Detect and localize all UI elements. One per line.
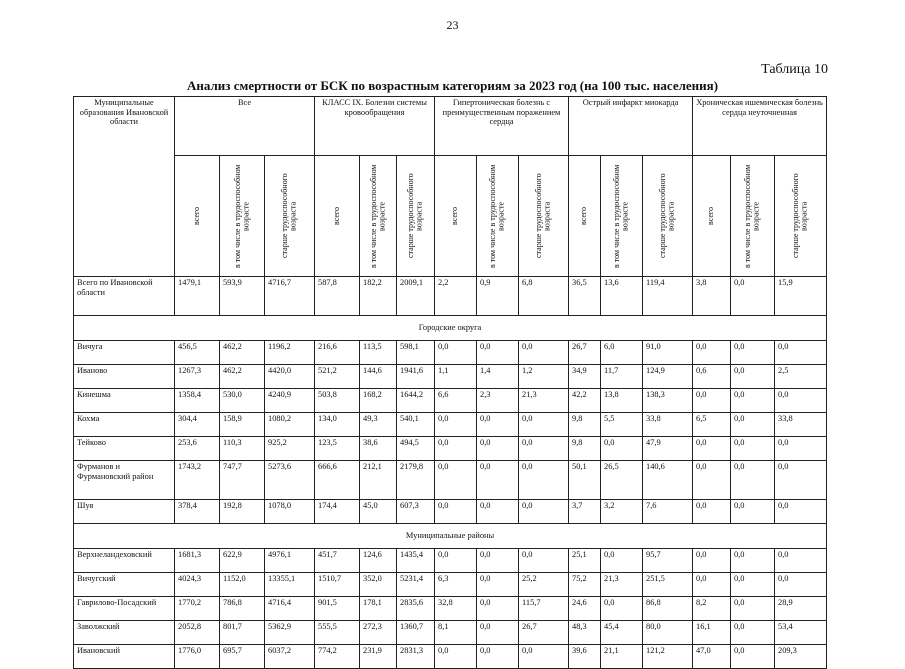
table-cell: 9,8 (569, 413, 601, 437)
header-municipality: Муниципальные образования Ивановской области (74, 97, 175, 277)
subcolumn-header (220, 156, 265, 277)
table-cell: 0,0 (731, 437, 775, 461)
table-cell: 0,0 (435, 549, 477, 573)
section-title: Городские округа (74, 316, 827, 341)
table-cell: 34,9 (569, 365, 601, 389)
table-cell: 1,4 (477, 365, 519, 389)
table-cell: 695,7 (220, 645, 265, 669)
table-cell: 15,9 (775, 277, 827, 316)
subcolumn-header-label: в том числе в трудоспособном возрасте (743, 164, 761, 268)
subcolumn-header-label: старше трудоспособного возраста (658, 173, 676, 259)
table-cell: 192,8 (220, 500, 265, 524)
table-cell: 4420,0 (265, 365, 315, 389)
table-cell: 462,2 (220, 341, 265, 365)
table-cell: 0,0 (519, 645, 569, 669)
table-cell: 0,0 (477, 341, 519, 365)
table-cell: 0,0 (601, 437, 643, 461)
table-label: Таблица 10 (761, 62, 828, 77)
table-cell: 0,0 (693, 573, 731, 597)
table-cell: 0,0 (601, 597, 643, 621)
table-cell: 0,0 (519, 437, 569, 461)
table-cell: 0,0 (775, 341, 827, 365)
table-cell: 121,2 (643, 645, 693, 669)
table-cell: 901,5 (315, 597, 360, 621)
table-cell: 5273,6 (265, 461, 315, 500)
table-cell: 774,2 (315, 645, 360, 669)
table-cell: 174,4 (315, 500, 360, 524)
table-cell: 304,4 (175, 413, 220, 437)
table-cell: 0,0 (731, 597, 775, 621)
table-cell: 6,3 (435, 573, 477, 597)
table-cell: 0,0 (477, 621, 519, 645)
subcolumn-header-label: старше трудоспособного возраста (791, 173, 809, 259)
table-cell: 801,7 (220, 621, 265, 645)
subcolumn-header-label: в том числе в трудоспособном возрасте (612, 164, 630, 268)
table-cell: 28,9 (775, 597, 827, 621)
table-cell: 2009,1 (397, 277, 435, 316)
table-cell: 115,7 (519, 597, 569, 621)
table-cell: 47,0 (693, 645, 731, 669)
section-title: Муниципальные районы (74, 524, 827, 549)
table-title: Анализ смертности от БСК по возрастным категориям за 2023 год (на 100 тыс. населения) (186, 78, 719, 93)
subcolumn-header (435, 156, 477, 277)
table-cell: 1776,0 (175, 645, 220, 669)
table-cell: 6,8 (519, 277, 569, 316)
municipality-name: Верхнеландеховский (74, 549, 175, 573)
subcolumn-header-label: в том числе в трудоспособном возрасте (232, 164, 250, 268)
table-cell: 50,1 (569, 461, 601, 500)
table-cell: 0,0 (775, 500, 827, 524)
table-cell: 251,5 (643, 573, 693, 597)
table-cell: 53,4 (775, 621, 827, 645)
table-row (74, 621, 827, 645)
table-cell: 2052,8 (175, 621, 220, 645)
table-cell: 4716,4 (265, 597, 315, 621)
table-body (74, 277, 827, 669)
table-cell: 49,3 (360, 413, 397, 437)
table-cell: 555,5 (315, 621, 360, 645)
table-cell: 124,6 (360, 549, 397, 573)
table-cell: 494,5 (397, 437, 435, 461)
table-cell: 138,3 (643, 389, 693, 413)
table-row (74, 500, 827, 524)
table-cell: 124,9 (643, 365, 693, 389)
table-cell: 113,5 (360, 341, 397, 365)
table-cell: 13355,1 (265, 573, 315, 597)
table-cell: 1196,2 (265, 341, 315, 365)
table-row (74, 549, 827, 573)
table-cell: 0,0 (693, 341, 731, 365)
header-group-infarction: Острый инфаркт миокарда (569, 97, 693, 156)
subcolumn-header (397, 156, 435, 277)
table-row (74, 341, 827, 365)
subcolumn-header-label: в том числе в трудоспособном возрасте (488, 164, 506, 268)
page-number: 23 (446, 18, 459, 32)
table-cell: 352,0 (360, 573, 397, 597)
subcolumn-header-label: старше трудоспособного возраста (280, 173, 298, 259)
table-row (74, 461, 827, 500)
table-cell: 3,8 (693, 277, 731, 316)
subcolumn-header-label: всего (579, 206, 589, 225)
table-cell: 521,2 (315, 365, 360, 389)
table-cell: 80,0 (643, 621, 693, 645)
section-row (74, 524, 827, 549)
table-cell: 0,0 (519, 341, 569, 365)
table-cell: 13,6 (601, 277, 643, 316)
table-cell: 119,4 (643, 277, 693, 316)
subcolumn-header-label: всего (450, 206, 460, 225)
table-row (74, 645, 827, 669)
table-cell: 47,9 (643, 437, 693, 461)
table-cell: 540,1 (397, 413, 435, 437)
header-group-ischemic: Хроническая ишемическая болезнь сердца неуточненная (693, 97, 827, 156)
table-cell: 1479,1 (175, 277, 220, 316)
table-row (74, 597, 827, 621)
table-cell: 0,0 (693, 437, 731, 461)
municipality-name: Всего по Ивановской области (74, 277, 175, 316)
table-cell: 1078,0 (265, 500, 315, 524)
table-cell: 45,4 (601, 621, 643, 645)
table-cell: 75,2 (569, 573, 601, 597)
table-cell: 598,1 (397, 341, 435, 365)
table-cell: 622,9 (220, 549, 265, 573)
table-cell: 1360,7 (397, 621, 435, 645)
table-cell: 786,8 (220, 597, 265, 621)
table-cell: 0,0 (775, 389, 827, 413)
table-cell: 25,2 (519, 573, 569, 597)
table-cell: 0,0 (731, 365, 775, 389)
table-cell: 0,0 (731, 461, 775, 500)
table-cell: 11,7 (601, 365, 643, 389)
table-cell: 0,0 (731, 621, 775, 645)
table-cell: 21,3 (519, 389, 569, 413)
table-cell: 0,0 (477, 500, 519, 524)
table-cell: 5,5 (601, 413, 643, 437)
subcolumn-header-label: в том числе в трудоспособном возрасте (368, 164, 387, 268)
section-row (74, 316, 827, 341)
table-cell: 3,2 (601, 500, 643, 524)
table-cell: 0,0 (775, 437, 827, 461)
municipality-name: Гаврилово-Посадский (74, 597, 175, 621)
subcolumn-header (360, 156, 397, 277)
table-cell: 95,7 (643, 549, 693, 573)
table-cell: 0,0 (731, 549, 775, 573)
municipality-name: Тейково (74, 437, 175, 461)
table-cell: 0,0 (435, 413, 477, 437)
table-cell: 1152,0 (220, 573, 265, 597)
table-cell: 0,0 (477, 461, 519, 500)
table-cell: 0,0 (477, 413, 519, 437)
table-cell: 33,8 (643, 413, 693, 437)
table-cell: 25,1 (569, 549, 601, 573)
table-cell: 587,8 (315, 277, 360, 316)
table-cell: 2835,6 (397, 597, 435, 621)
table-cell: 1510,7 (315, 573, 360, 597)
table-cell: 2,2 (435, 277, 477, 316)
table-cell: 8,1 (435, 621, 477, 645)
table-cell: 925,2 (265, 437, 315, 461)
table-cell: 0,0 (731, 645, 775, 669)
table-cell: 0,0 (601, 549, 643, 573)
table-row (74, 389, 827, 413)
table-cell: 26,5 (601, 461, 643, 500)
subcolumn-header (519, 156, 569, 277)
table-cell: 42,2 (569, 389, 601, 413)
table-cell: 182,2 (360, 277, 397, 316)
subcolumn-header (693, 156, 731, 277)
table-cell: 1080,2 (265, 413, 315, 437)
table-row (74, 277, 827, 316)
table-cell: 0,0 (477, 549, 519, 573)
table-cell: 32,8 (435, 597, 477, 621)
table-cell: 123,5 (315, 437, 360, 461)
table-cell: 13,8 (601, 389, 643, 413)
table-cell: 21,3 (601, 573, 643, 597)
subcolumn-header-label: старше трудоспособного возраста (406, 173, 424, 259)
table-cell: 0,0 (731, 500, 775, 524)
table-cell: 1,1 (435, 365, 477, 389)
municipality-name: Шуя (74, 500, 175, 524)
table-cell: 48,3 (569, 621, 601, 645)
table-cell: 168,2 (360, 389, 397, 413)
subcolumn-header-label: всего (331, 206, 341, 225)
header-group-all: Все (175, 97, 315, 156)
table-cell: 36,5 (569, 277, 601, 316)
table-cell: 2,3 (477, 389, 519, 413)
table-cell: 747,7 (220, 461, 265, 500)
table-cell: 1358,4 (175, 389, 220, 413)
subcolumn-header (775, 156, 827, 277)
table-cell: 0,0 (435, 500, 477, 524)
table-cell: 212,1 (360, 461, 397, 500)
table-cell: 456,5 (175, 341, 220, 365)
table-row (74, 413, 827, 437)
table-cell: 209,3 (775, 645, 827, 669)
subcolumn-header (265, 156, 315, 277)
table-cell: 38,6 (360, 437, 397, 461)
table-cell: 1770,2 (175, 597, 220, 621)
table-cell: 0,0 (731, 413, 775, 437)
table-cell: 6,0 (601, 341, 643, 365)
table-cell: 253,6 (175, 437, 220, 461)
table-cell: 0,0 (435, 645, 477, 669)
table-cell: 0,0 (477, 573, 519, 597)
table-cell: 7,6 (643, 500, 693, 524)
header-group-hypertensive: Гипертоническая болезнь с преимущественным поражением сердца (435, 97, 569, 156)
table-cell: 0,0 (731, 277, 775, 316)
table-cell: 6,5 (693, 413, 731, 437)
table-cell: 33,8 (775, 413, 827, 437)
table-cell: 530,0 (220, 389, 265, 413)
table-cell: 6,6 (435, 389, 477, 413)
table-cell: 86,8 (643, 597, 693, 621)
table-cell: 0,0 (731, 389, 775, 413)
table-row (74, 365, 827, 389)
table-cell: 666,6 (315, 461, 360, 500)
table-cell: 39,6 (569, 645, 601, 669)
table-cell: 0,0 (477, 645, 519, 669)
table-cell: 26,7 (569, 341, 601, 365)
table-cell: 2831,3 (397, 645, 435, 669)
table-cell: 1435,4 (397, 549, 435, 573)
table-cell: 1941,6 (397, 365, 435, 389)
municipality-name: Фурманов и Фурмановский район (74, 461, 175, 500)
table-cell: 1267,3 (175, 365, 220, 389)
table-cell: 2,5 (775, 365, 827, 389)
table-cell: 607,3 (397, 500, 435, 524)
table-cell: 0,0 (693, 549, 731, 573)
table-cell: 16,1 (693, 621, 731, 645)
table-cell: 0,0 (775, 461, 827, 500)
table-cell: 0,0 (477, 437, 519, 461)
mortality-table (73, 96, 827, 669)
table-cell: 144,6 (360, 365, 397, 389)
table-cell: 0,0 (731, 573, 775, 597)
table-cell: 9,8 (569, 437, 601, 461)
table-cell: 1743,2 (175, 461, 220, 500)
header-group-circulatory: КЛАСС IX. Болезни системы кровообращения (315, 97, 435, 156)
table-row (74, 437, 827, 461)
municipality-name: Вичуга (74, 341, 175, 365)
table-cell: 26,7 (519, 621, 569, 645)
subcolumn-header (315, 156, 360, 277)
table-row (74, 573, 827, 597)
table-cell: 1,2 (519, 365, 569, 389)
municipality-name: Ивановский (74, 645, 175, 669)
municipality-name: Заволжский (74, 621, 175, 645)
table-cell: 503,8 (315, 389, 360, 413)
table-cell: 0,9 (477, 277, 519, 316)
table-cell: 0,0 (435, 437, 477, 461)
table-cell: 451,7 (315, 549, 360, 573)
table-cell: 216,6 (315, 341, 360, 365)
table-cell: 0,0 (477, 597, 519, 621)
table-cell: 0,0 (693, 389, 731, 413)
table-cell: 134,0 (315, 413, 360, 437)
table-cell: 0,0 (693, 461, 731, 500)
table-cell: 4240,9 (265, 389, 315, 413)
subcolumn-header (643, 156, 693, 277)
table-cell: 0,0 (731, 341, 775, 365)
table-cell: 0,0 (519, 461, 569, 500)
table-cell: 0,0 (693, 500, 731, 524)
table-cell: 8,2 (693, 597, 731, 621)
municipality-name: Иваново (74, 365, 175, 389)
table-cell: 140,6 (643, 461, 693, 500)
table-cell: 4716,7 (265, 277, 315, 316)
table-cell: 0,6 (693, 365, 731, 389)
table-cell: 231,9 (360, 645, 397, 669)
municipality-name: Кинешма (74, 389, 175, 413)
table-cell: 0,0 (435, 341, 477, 365)
table-cell: 91,0 (643, 341, 693, 365)
table-cell: 21,1 (601, 645, 643, 669)
subcolumn-header-label: всего (706, 206, 716, 225)
table-cell: 4976,1 (265, 549, 315, 573)
table-cell: 2179,8 (397, 461, 435, 500)
table-cell: 1644,2 (397, 389, 435, 413)
table-cell: 158,9 (220, 413, 265, 437)
table-cell: 24,6 (569, 597, 601, 621)
municipality-name: Вичугский (74, 573, 175, 597)
table-cell: 0,0 (435, 461, 477, 500)
table-cell: 0,0 (775, 549, 827, 573)
subcolumn-header-label: старше трудоспособного возраста (534, 173, 552, 259)
table-cell: 462,2 (220, 365, 265, 389)
table-cell: 0,0 (519, 500, 569, 524)
subcolumn-header (175, 156, 220, 277)
table-cell: 593,9 (220, 277, 265, 316)
table-cell: 1681,3 (175, 549, 220, 573)
table-cell: 0,0 (775, 573, 827, 597)
table-cell: 5231,4 (397, 573, 435, 597)
subcolumn-header (601, 156, 643, 277)
table-cell: 378,4 (175, 500, 220, 524)
table-cell: 272,3 (360, 621, 397, 645)
table-cell: 5362,9 (265, 621, 315, 645)
table-cell: 0,0 (519, 549, 569, 573)
table-cell: 3,7 (569, 500, 601, 524)
subcolumn-header (477, 156, 519, 277)
table-cell: 178,1 (360, 597, 397, 621)
table-cell: 45,0 (360, 500, 397, 524)
table-header (74, 97, 827, 277)
table-cell: 0,0 (519, 413, 569, 437)
subcolumn-header-row (74, 156, 827, 277)
subcolumn-header (569, 156, 601, 277)
subcolumn-header-label: всего (191, 206, 201, 225)
subcolumn-header (731, 156, 775, 277)
municipality-name: Кохма (74, 413, 175, 437)
table-cell: 4024,3 (175, 573, 220, 597)
table-cell: 6037,2 (265, 645, 315, 669)
table-cell: 110,3 (220, 437, 265, 461)
